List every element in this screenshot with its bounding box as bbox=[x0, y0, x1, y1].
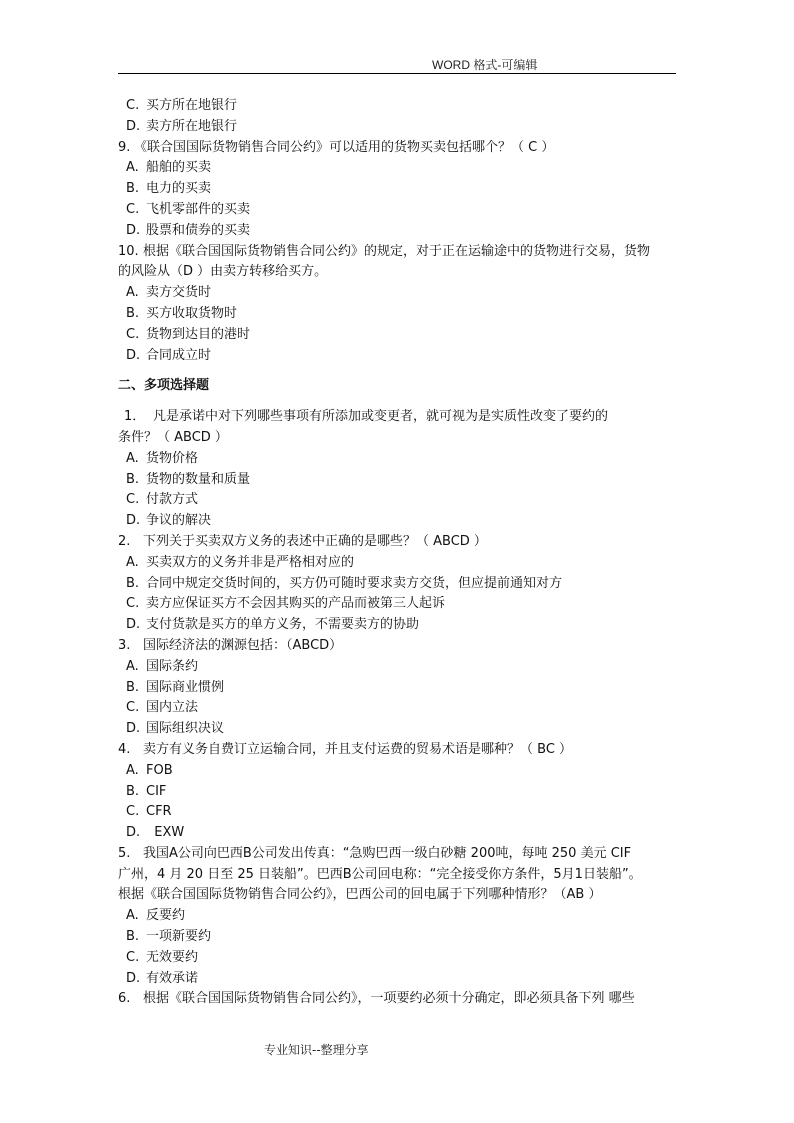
option-line: D. 争议的解决 bbox=[126, 513, 212, 529]
option-line: C. 飞机零部件的买卖 bbox=[126, 201, 251, 217]
question-line: 10. 根据《联合国国际货物销售合同公约》的规定，对于正在运输途中的货物进行交易，货物 bbox=[118, 243, 651, 259]
option-line: A. 卖方交货时 bbox=[126, 285, 212, 301]
option-line: A. FOB bbox=[126, 762, 173, 778]
question-line: 3. 国际经济法的渊源包括：（ABCD） bbox=[118, 637, 343, 653]
option-line: C. 无效要约 bbox=[126, 949, 199, 965]
question-line: 9. 《联合国国际货物销售合同公约》可以适用的货物买卖包括哪个？（ C ） bbox=[118, 139, 555, 155]
option-line: C. 付款方式 bbox=[126, 492, 199, 508]
option-line: C. 卖方应保证买方不会因其购买的产品而被第三人起诉 bbox=[126, 596, 446, 612]
option-line: C. CFR bbox=[126, 804, 172, 820]
option-line: D. 卖方所在地银行 bbox=[126, 118, 238, 134]
option-line: C. 货物到达目的港时 bbox=[126, 326, 251, 342]
question-continuation: 根据《联合国国际货物销售合同公约》，巴西公司的回电属于下列哪种情形？（AB ） bbox=[118, 887, 602, 903]
question-line: 5. 我国A公司向巴西B公司发出传真：“急购巴西一级白砂糖 200吨，每吨 250 美元 CIF bbox=[118, 845, 632, 861]
option-line: D. 股票和债券的买卖 bbox=[126, 222, 251, 238]
option-line: B. 国际商业惯例 bbox=[126, 679, 225, 695]
option-line: D. 国际组织决议 bbox=[126, 721, 225, 737]
option-line: B. 合同中规定交货时间的，买方仍可随时要求卖方交货，但应提前通知对方 bbox=[126, 575, 563, 591]
option-line: B. 电力的买卖 bbox=[126, 181, 212, 197]
question-continuation: 条件？（ ABCD ） bbox=[118, 429, 228, 445]
option-line: D. 合同成立时 bbox=[126, 347, 212, 363]
question-continuation: 的风险从（D ）由卖方转移给买方。 bbox=[118, 264, 328, 280]
option-line: D. EXW bbox=[126, 825, 185, 841]
option-line: A. 反要约 bbox=[126, 908, 186, 924]
option-line: B. 一项新要约 bbox=[126, 929, 212, 945]
question-continuation: 广州，4 月 20 日至 25 日装船”。巴西B公司回电称：“完全接受你方条件，5月1日装船”。 bbox=[118, 866, 642, 882]
option-line: A. 船舶的买卖 bbox=[126, 160, 212, 176]
question-line: 2. 下列关于买卖双方义务的表述中正确的是哪些？（ ABCD ） bbox=[118, 533, 487, 549]
section-heading: 二、多项选择题 bbox=[118, 378, 210, 394]
option-line: B. CIF bbox=[126, 783, 167, 799]
document-body bbox=[118, 96, 678, 1010]
option-line: B. 货物的数量和质量 bbox=[126, 471, 251, 487]
option-line: B. 买方收取货物时 bbox=[126, 305, 238, 321]
question-line: 1． 凡是承诺中对下列哪些事项有所添加或变更者，就可视为是实质性改变了要约的 bbox=[124, 409, 609, 425]
page-header: WORD 格式-可编辑 bbox=[432, 58, 538, 72]
option-line: A. 买卖双方的义务并非是严格相对应的 bbox=[126, 554, 355, 570]
option-line: C. 国内立法 bbox=[126, 700, 199, 716]
question-line: 6. 根据《联合国国际货物销售合同公约》，一项要约必须十分确定，即必须具备下列 哪些 bbox=[118, 991, 635, 1007]
option-line: D. 支付货款是买方的单方义务，不需要卖方的协助 bbox=[126, 617, 420, 633]
header-divider bbox=[118, 73, 676, 74]
option-line: D. 有效承诺 bbox=[126, 970, 199, 986]
option-line: A. 国际条约 bbox=[126, 658, 199, 674]
question-line: 4. 卖方有义务自费订立运输合同，并且支付运费的贸易术语是哪种？（ BC ） bbox=[118, 741, 573, 757]
option-line: A. 货物价格 bbox=[126, 450, 199, 466]
page-footer: 专业知识--整理分享 bbox=[264, 1043, 369, 1057]
option-line: C. 买方所在地银行 bbox=[126, 98, 238, 113]
